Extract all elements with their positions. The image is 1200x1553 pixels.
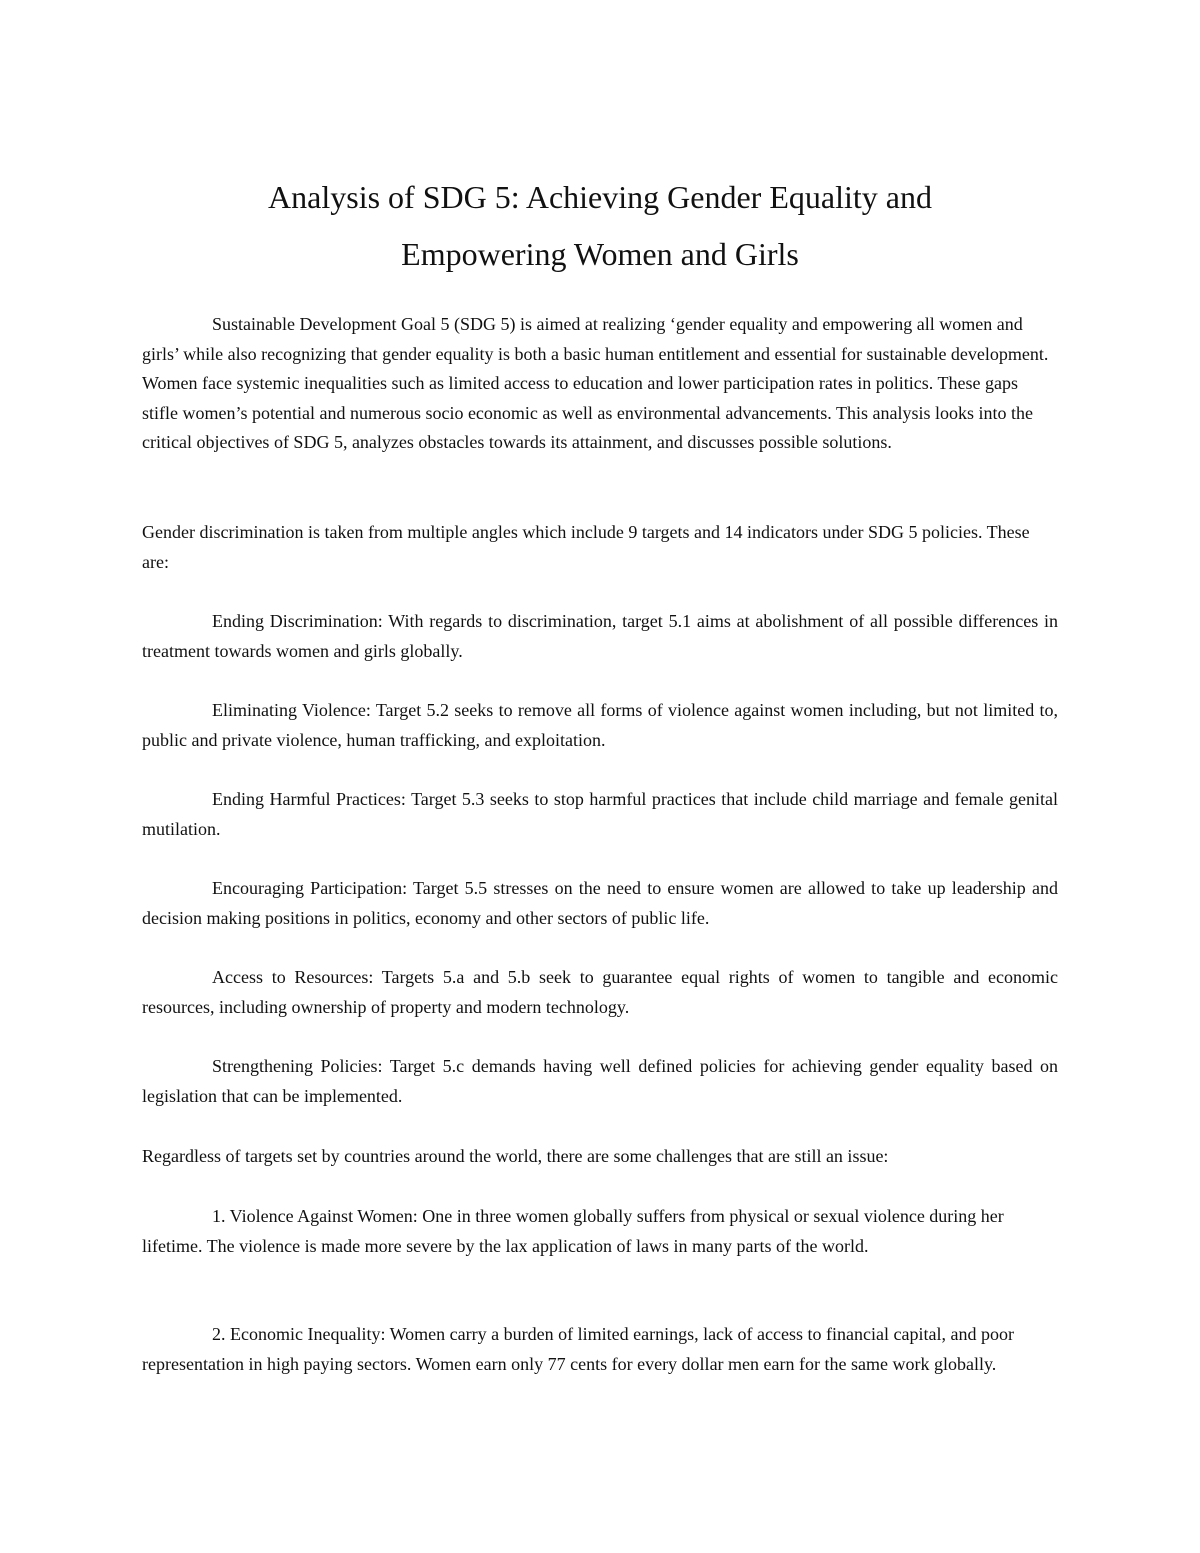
intro-paragraph: Sustainable Development Goal 5 (SDG 5) is aimed at realizing ‘gender equality and empowering all women and girls’ while also recognizing that gender equality is both a basic human entitlement and essential for sustainable development. Women face systemic inequalities such as limited access to education and lower participation rates in politics. These gaps stifle women’s potential and numerous socio economic as well as environmental advancements. This analysis looks into the critical objectives of SDG 5, analyzes obstacles towards its attainment, and discusses possible solutions. bbox=[142, 314, 1049, 453]
target-strengthening-policies: Strengthening Policies: Target 5.c demands having well defined policies for achieving gender equality based on legislation that can be implemented. bbox=[142, 1056, 1058, 1106]
target-ending-discrimination: Ending Discrimination: With regards to discrimination, target 5.1 aims at abolishment of all possible differences in treatment towards women and girls globally. bbox=[142, 611, 1058, 661]
targets-intro-paragraph: Gender discrimination is taken from multiple angles which include 9 targets and 14 indicators under SDG 5 policies. These are: bbox=[142, 522, 1030, 572]
challenges-intro-paragraph: Regardless of targets set by countries around the world, there are some challenges that are still an issue: bbox=[142, 1146, 889, 1166]
target-ending-harmful-practices: Ending Harmful Practices: Target 5.3 seeks to stop harmful practices that include child marriage and female genital mutilation. bbox=[142, 789, 1058, 839]
document-title bbox=[142, 169, 1058, 283]
target-eliminating-violence: Eliminating Violence: Target 5.2 seeks to remove all forms of violence against women including, but not limited to, public and private violence, human trafficking, and exploitation. bbox=[142, 700, 1058, 750]
challenge-economic-inequality: 2. Economic Inequality: Women carry a burden of limited earnings, lack of access to financial capital, and poor representation in high paying sectors. Women earn only 77 cents for every dollar men earn for the same work globally. bbox=[142, 1324, 1014, 1374]
target-encouraging-participation: Encouraging Participation: Target 5.5 stresses on the need to ensure women are allowed to take up leadership and decision making positions in politics, economy and other sectors of public life. bbox=[142, 878, 1058, 928]
title-line-2: Empowering Women and Girls bbox=[401, 236, 799, 272]
title-line-1: Analysis of SDG 5: Achieving Gender Equality and bbox=[268, 179, 932, 215]
challenge-violence-against-women: 1. Violence Against Women: One in three women globally suffers from physical or sexual violence during her lifetime. The violence is made more severe by the lax application of laws in many parts of the world. bbox=[142, 1206, 1004, 1256]
target-access-to-resources: Access to Resources: Targets 5.a and 5.b seek to guarantee equal rights of women to tangible and economic resources, including ownership of property and modern technology. bbox=[142, 967, 1058, 1017]
